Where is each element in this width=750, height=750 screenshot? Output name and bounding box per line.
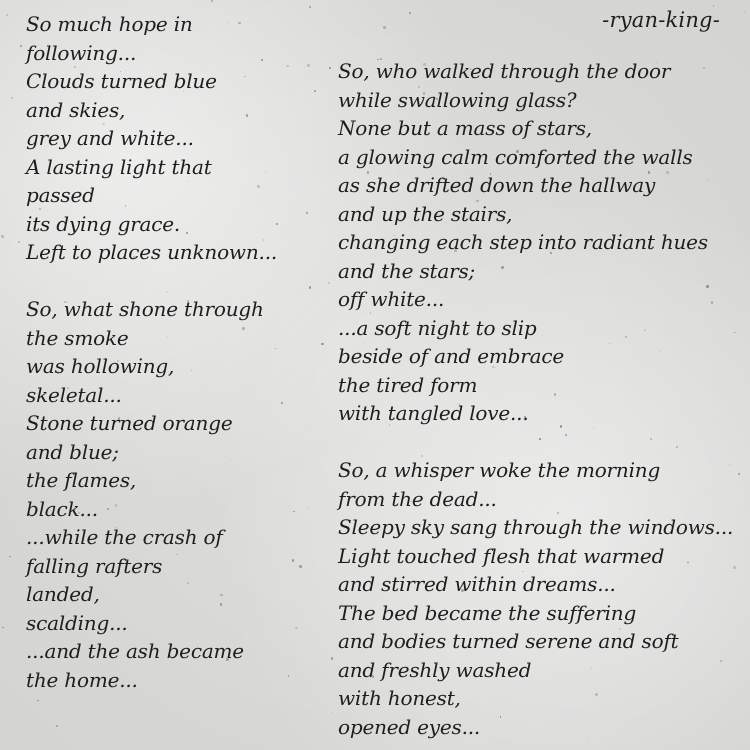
poem-line: landed, — [26, 582, 100, 606]
poem-line: ...while the crash of — [26, 525, 223, 549]
poem-line: changing each step into radiant hues — [338, 230, 708, 254]
stanza — [338, 57, 733, 428]
paper-speck — [292, 559, 294, 561]
poem-line: opened eyes... — [338, 714, 481, 739]
paper-speck — [307, 64, 310, 67]
paper-speck — [314, 90, 316, 92]
paper-speck — [299, 565, 301, 567]
stanza — [26, 10, 277, 267]
poem-line: falling rafters — [26, 553, 163, 578]
poem-line: following... — [26, 40, 137, 65]
poem-line: So, a whisper woke the morning — [338, 458, 661, 482]
poem-line: and the stars; — [338, 258, 476, 283]
poem-line: So, what shone through — [26, 297, 264, 321]
poem-column-right — [338, 57, 733, 741]
paper-speck — [295, 627, 297, 629]
poem-line: the smoke — [26, 325, 129, 350]
poem-line: a glowing calm comforted the walls — [338, 144, 693, 169]
paper-speck — [713, 5, 715, 7]
poem-line: So much hope in — [26, 12, 193, 36]
poem-line: and stirred within dreams... — [338, 572, 616, 596]
poem-line: Left to places unknown... — [26, 240, 278, 264]
poem-line: while swallowing glass? — [338, 87, 577, 112]
paper-speck — [286, 65, 288, 67]
paper-speck — [331, 657, 333, 659]
poem-line: passed — [26, 183, 95, 207]
poem-line: and blue; — [26, 439, 119, 464]
poem-line: and freshly washed — [338, 657, 532, 682]
poem-line: as she drifted down the hallway — [338, 173, 656, 197]
poem-line: ...a soft night to slip — [338, 315, 537, 340]
poem-line: the flames, — [26, 468, 137, 492]
poem-line: with honest, — [338, 686, 461, 710]
poem-line: the home... — [26, 667, 138, 692]
poem-line: scalding... — [26, 610, 128, 635]
poem-line: from the dead... — [338, 486, 497, 511]
poem-line: skeletal... — [26, 382, 122, 407]
poem-column-left — [26, 10, 277, 694]
poem-line: and up the stairs, — [338, 201, 513, 226]
poem-line: with tangled love... — [338, 401, 529, 425]
poem-line: ...and the ash became — [26, 639, 244, 663]
stanza-gap — [26, 267, 277, 296]
poem-line: and bodies turned serene and soft — [338, 629, 679, 653]
poem-line: A lasting light that — [26, 154, 212, 179]
stanza — [26, 295, 277, 694]
poem-line: its dying grace. — [26, 211, 181, 236]
poem-line: was hollowing, — [26, 354, 175, 378]
paper-speck — [329, 67, 331, 69]
poem-line: Stone turned orange — [26, 411, 233, 435]
poem-line: None but a mass of stars, — [338, 116, 592, 140]
stanza — [338, 456, 733, 741]
poem-line: The bed became the suffering — [338, 600, 637, 625]
poem-line: and skies, — [26, 97, 126, 122]
poem-line: Sleepy sky sang through the windows... — [338, 515, 734, 539]
poem-line: Light touched flesh that warmed — [338, 543, 665, 568]
poem-line: off white... — [338, 287, 445, 311]
poem-line: So, who walked through the door — [338, 59, 671, 83]
paper-speck — [37, 700, 38, 701]
poem-line: the tired form — [338, 372, 478, 397]
poem-line: grey and white... — [26, 126, 194, 150]
poem-line: black... — [26, 496, 98, 521]
stanza-gap — [338, 428, 733, 457]
poem-line: beside of and embrace — [338, 344, 564, 368]
paper-speck — [744, 11, 746, 13]
poem-line: Clouds turned blue — [26, 69, 217, 93]
paper-speck — [56, 725, 58, 727]
author-signature: -ryan-king- — [602, 8, 720, 32]
